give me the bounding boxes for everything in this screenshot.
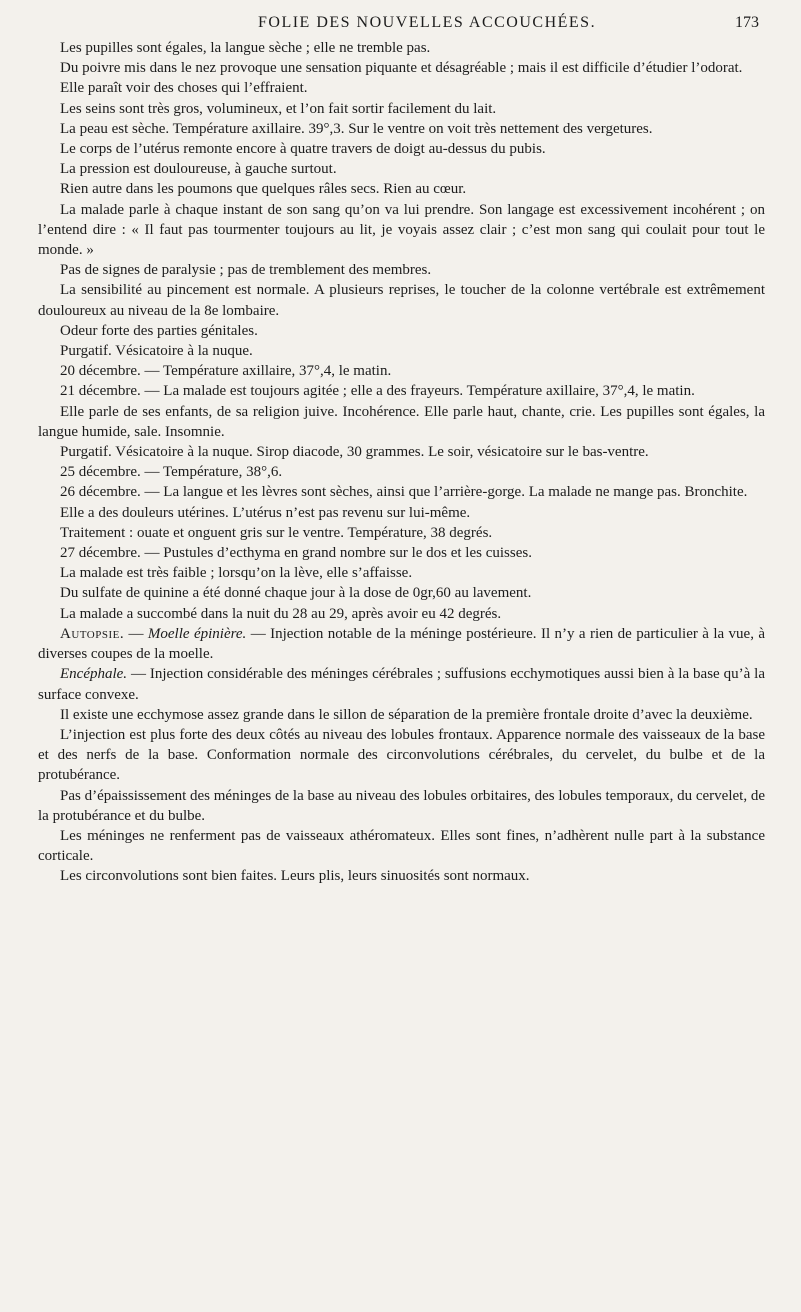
paragraph: 21 décembre. — La malade est toujours agitée ; elle a des frayeurs. Température axillaire, 37°,4, le matin.: [60, 383, 695, 400]
paragraph: L’injection est plus forte des deux côtés au niveau des lobules frontaux. Apparence normale des vaisseaux de la base et des nerfs de la base. Conformation normale des circonvolutions cérébrales, du cervelet, du bulbe et de la protubérance.: [38, 726, 765, 784]
paragraph: Elle paraît voir des choses qui l’effraient.: [60, 80, 308, 97]
paragraph: La pression est douloureuse, à gauche surtout.: [60, 161, 337, 178]
paragraph: Elle a des douleurs utérines. L’utérus n’est pas revenu sur lui-même.: [60, 504, 471, 521]
paragraph: Traitement : ouate et onguent gris sur le ventre. Température, 38 degrés.: [60, 524, 493, 541]
paragraph: La malade parle à chaque instant de son sang qu’on va lui prendre. Son langage est excessivement incohérent ; on l’entend dire : « Il faut pas tourmenter toujours au lit, je voyais assez clair ; c’est mon sang qui coulait pour tout le monde. »: [38, 201, 765, 259]
paragraph: 27 décembre. — Pustules d’ecthyma en grand nombre sur le dos et les cuisses.: [60, 545, 532, 562]
paragraph: Les méninges ne renferment pas de vaisseaux athéromateux. Elles sont fines, n’adhèrent nulle part à la substance corticale.: [38, 827, 765, 865]
autopsie-label: Autopsie.: [60, 625, 125, 642]
autopsie-text: — Injection notable de la méninge postérieure. Il n’y a rien de particulier à la vue, à diverses coupes de la moelle.: [38, 625, 766, 663]
paragraph: 26 décembre. — La langue et les lèvres sont sèches, ainsi que l’arrière-gorge. La malade ne mange pas. Bronchite.: [60, 484, 748, 501]
paragraph: Le corps de l’utérus remonte encore à quatre travers de doigt au-dessus du pubis.: [60, 141, 546, 158]
autopsie-paragraph: Autopsie. — Moelle épinière. — Injection notable de la méninge postérieure. Il n’y a rien de particulier à la vue, à diverses coupes de la moelle.: [38, 625, 766, 663]
paragraph: Elle parle de ses enfants, de sa religion juive. Incohérence. Elle parle haut, chante, crie. Les pupilles sont égales, la langue humide, sale. Insomnie.: [38, 403, 765, 440]
paragraph: Purgatif. Vésicatoire à la nuque.: [60, 343, 253, 360]
paragraph: Rien autre dans les poumons que quelques râles secs. Rien au cœur.: [60, 181, 467, 198]
running-title: FOLIE DES NOUVELLES ACCOUCHÉES.: [258, 14, 597, 31]
paragraph: Odeur forte des parties génitales.: [60, 322, 258, 339]
paragraph: La peau est sèche. Température axillaire. 39°,3. Sur le ventre on voit très nettement des vergetures.: [60, 120, 653, 137]
paragraph: 25 décembre. — Température, 38°,6.: [60, 464, 283, 481]
page-number: 173: [735, 14, 759, 31]
encephale-text: — Injection considérable des méninges cérébrales ; suffusions ecchymotiques aussi bien à la base qu’à la surface convexe.: [38, 666, 765, 703]
paragraph: Les pupilles sont égales, la langue sèche ; elle ne tremble pas.: [60, 40, 431, 56]
paragraph: La malade est très faible ; lorsqu’on la lève, elle s’affaisse.: [60, 565, 413, 582]
paragraph: Du poivre mis dans le nez provoque une sensation piquante et désagréable ; mais il est difficile d’étudier l’odorat.: [60, 60, 743, 77]
running-header: [38, 6, 765, 38]
paragraph: Il existe une ecchymose assez grande dans le sillon de séparation de la première frontale droite d’avec la deuxième.: [60, 706, 753, 723]
paragraph: La sensibilité au pincement est normale. A plusieurs reprises, le toucher de la colonne vertébrale est extrêmement douloureux au niveau de la 8e lombaire.: [38, 282, 765, 319]
paragraph: Purgatif. Vésicatoire à la nuque. Sirop diacode, 30 grammes. Le soir, vésicatoire sur le bas-ventre.: [60, 444, 649, 461]
paragraph: Les seins sont très gros, volumineux, et l’on fait sortir facilement du lait.: [60, 100, 497, 117]
body-text: [38, 38, 765, 887]
encephale-term: Encéphale.: [60, 666, 128, 683]
paragraph: Les circonvolutions sont bien faites. Leurs plis, leurs sinuosités sont normaux.: [60, 868, 530, 885]
paragraph: La malade a succombé dans la nuit du 28 au 29, après avoir eu 42 degrés.: [60, 605, 502, 622]
paragraph: Du sulfate de quinine a été donné chaque jour à la dose de 0gr,60 au lavement.: [60, 585, 532, 602]
encephale-paragraph: [38, 664, 765, 704]
paragraph: Pas de signes de paralysie ; pas de tremblement des membres.: [60, 262, 432, 279]
paragraph: Pas d’épaississement des méninges de la base au niveau des lobules orbitaires, des lobules temporaux, du cervelet, de la protubérance et du bulbe.: [38, 787, 765, 824]
paragraph: 20 décembre. — Température axillaire, 37°,4, le matin.: [60, 363, 392, 380]
autopsie-term: Moelle épinière.: [147, 625, 247, 642]
